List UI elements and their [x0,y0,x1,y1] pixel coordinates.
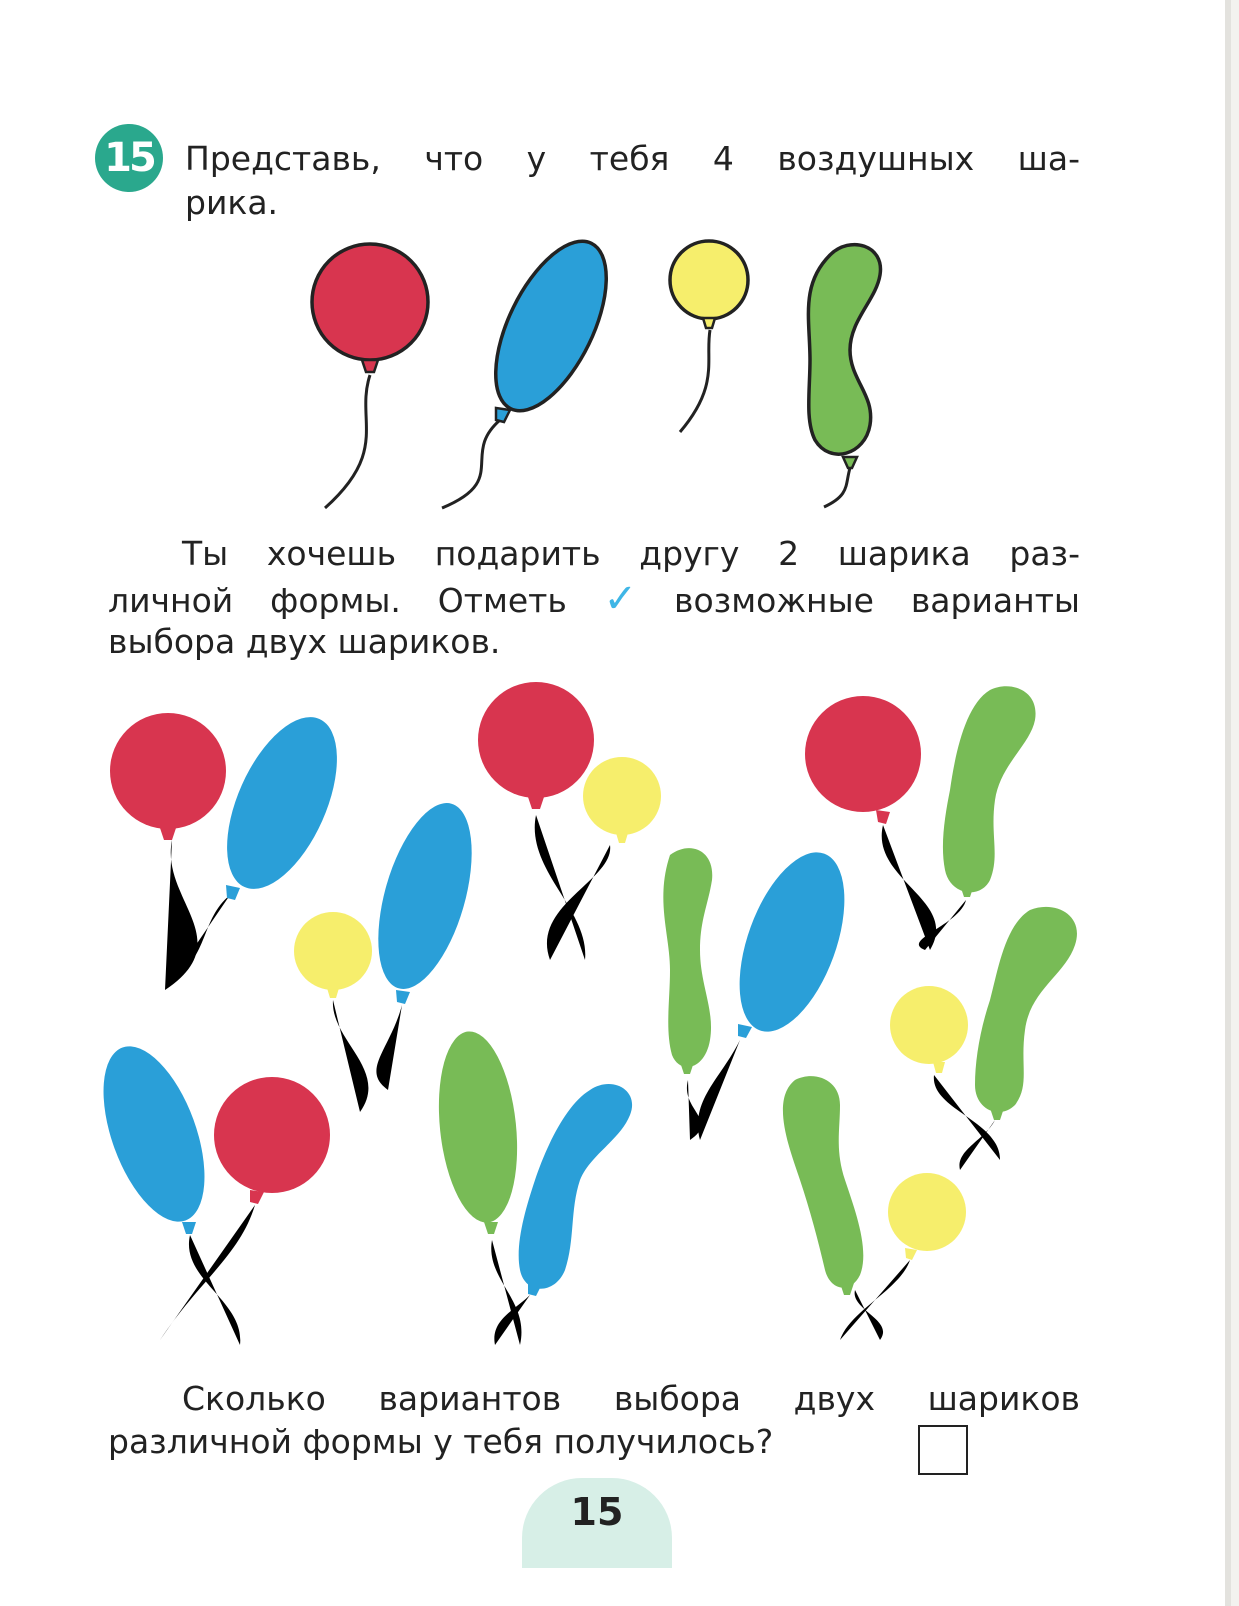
instruction-line2-end: возможные варианты [674,581,1080,620]
checkmark-icon: ✓ [603,576,638,622]
balloon-pair-green-yellow [783,1076,966,1340]
green-wavy-balloon [808,245,880,507]
page-number: 15 [570,1490,624,1534]
question-line1: Сколько вариантов выбора двух шариков [182,1379,1080,1418]
red-round-balloon [312,244,428,508]
yellow-small-round-balloon [670,241,748,432]
blue-balloon-body [473,225,629,427]
task-number-badge: 15 [95,124,163,192]
balloon-pair-yellow-green [890,907,1077,1170]
instruction-line2-start: личной формы. Отметь [108,581,567,620]
blue-oval-balloon [442,225,629,508]
task-intro-line2: рика. [185,183,279,222]
instruction-line3: выбора двух шариков. [108,622,501,661]
question-line2: различной формы у тебя получилось? [108,1422,774,1461]
instruction-line1: Ты хочешь подарить другу 2 шарика раз- [182,534,1080,573]
balloon-pair-green-blue-wavy [430,1028,632,1345]
green-balloon-body [808,245,880,455]
balloon-pair-blue-red [83,1033,330,1345]
task-intro-line1: Представь, что у тебя 4 воздушных ша- [185,139,1080,178]
red-balloon-body [312,244,428,360]
yellow-balloon-body [670,241,748,319]
balloon-pair-red-yellow [478,682,661,960]
top-balloons-row [312,225,880,508]
